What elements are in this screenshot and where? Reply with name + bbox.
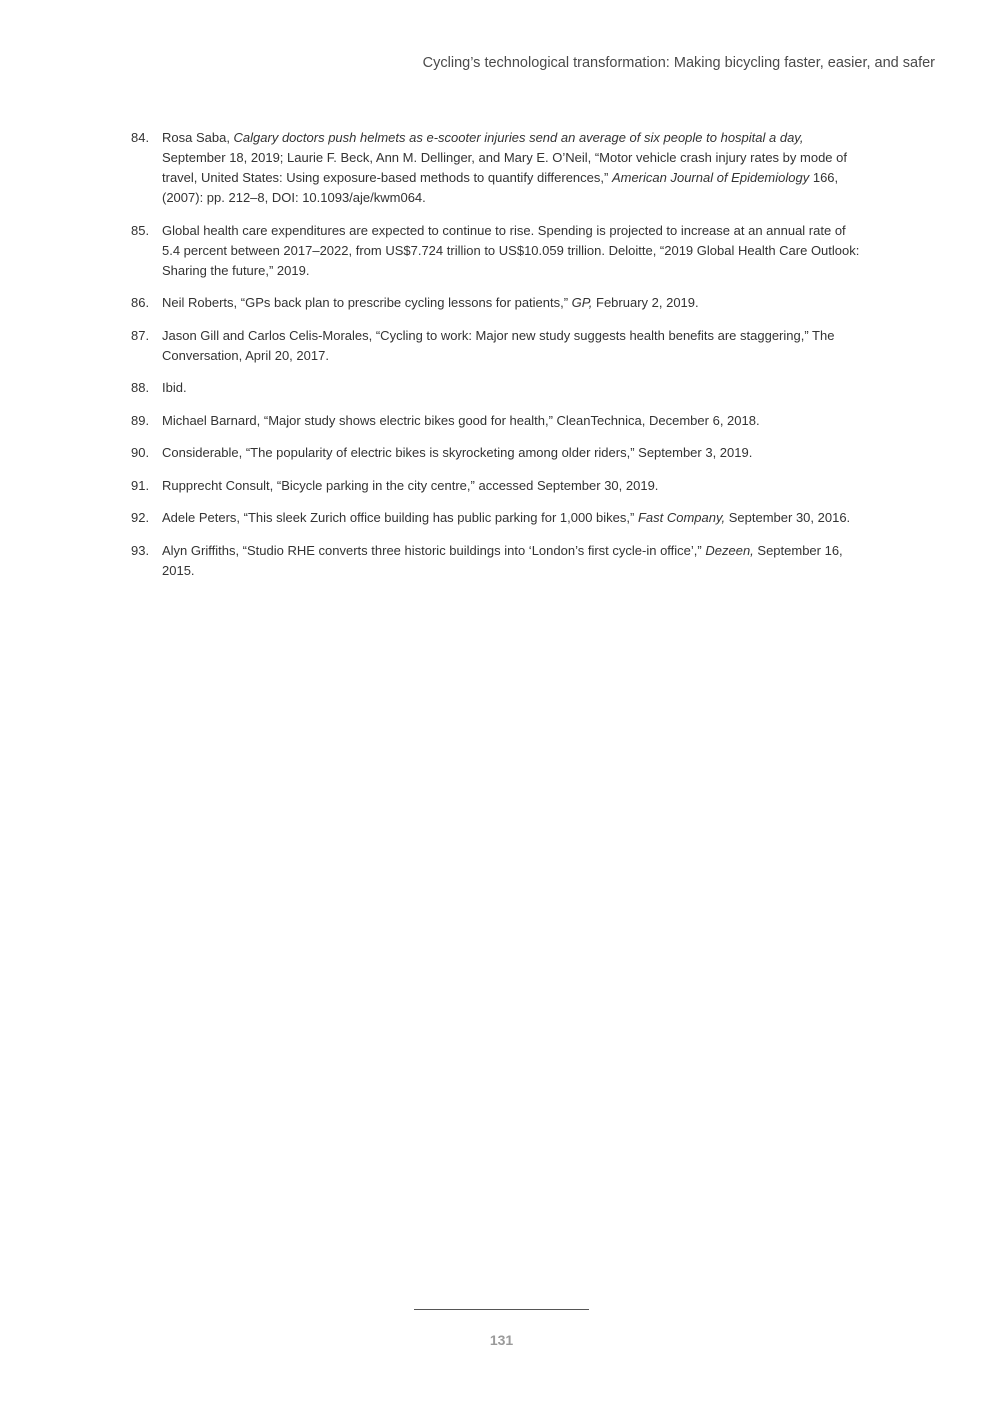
endnote-text xyxy=(162,293,861,313)
endnote xyxy=(131,476,861,496)
endnote-number: 89. xyxy=(131,412,150,428)
endnote-number: 85. xyxy=(131,222,150,238)
endnote-text xyxy=(162,476,861,496)
endnote-text xyxy=(162,221,861,281)
endnote-number: 90. xyxy=(131,445,150,460)
endnote-text-run: Adele Peters, “This sleek Zurich office building has public parking for 1,000 bikes,” xyxy=(162,510,638,525)
endnote-text-run: February 2, 2019. xyxy=(592,295,699,310)
endnote-text xyxy=(162,508,861,528)
endnote-text xyxy=(162,411,861,431)
endnote-text-run: September 18, 2019; Laurie F. Beck, Ann M. Dellinger, and Mary E. O’Neil, “Motor vehicle crash injury rates by mode of travel, United States: Using exposure-based methods to quantify differences,” xyxy=(162,150,847,185)
endnote-text-run: Ibid. xyxy=(162,380,187,395)
endnote-text xyxy=(162,128,861,208)
endnote-italic-run: Fast Company, xyxy=(637,510,726,525)
endnote-text xyxy=(162,541,861,581)
endnotes-list xyxy=(131,128,861,593)
endnote-number: 91. xyxy=(131,477,150,493)
endnote-text xyxy=(162,326,861,366)
endnote-number: 93. xyxy=(131,542,150,558)
endnote xyxy=(131,508,861,528)
running-header: Cycling’s technological transformation: Making bicycling faster, easier, and safer xyxy=(422,55,935,71)
endnote xyxy=(131,378,861,398)
endnote xyxy=(131,293,861,313)
endnote-text-run: Considerable, “The popularity of electric bikes is skyrocketing among older riders,” September 3, 2019. xyxy=(162,445,753,460)
endnote-italic-run: Dezeen, xyxy=(705,542,754,558)
endnote xyxy=(131,541,861,581)
endnote xyxy=(131,411,861,431)
endnote-text-run: Global health care expenditures are expected to continue to rise. Spending is projected to increase at an annual rate of 5.4 percent between 2017–2022, from US$7.724 trillion to US$10.059 trillion. Deloitte, “2019 Global Health Care Outlook: Sharing the future,” 2019. xyxy=(162,222,860,278)
endnote xyxy=(131,128,861,208)
page-number: 131 xyxy=(489,1332,514,1348)
endnote-italic-run: American Journal of Epidemiology xyxy=(611,170,810,185)
endnote-number: 86. xyxy=(131,295,150,310)
endnote-number: 84. xyxy=(131,130,150,145)
footer-divider xyxy=(414,1309,589,1310)
endnote-text-run: Alyn Griffiths, “Studio RHE converts three historic buildings into ‘London’s first cycle-in office’,” xyxy=(162,542,706,558)
endnote-text-run: September 30, 2016. xyxy=(725,510,851,525)
endnote-text-run: Michael Barnard, “Major study shows electric bikes good for health,” CleanTechnica, December 6, 2018. xyxy=(162,412,760,428)
endnote-text-run: Rupprecht Consult, “Bicycle parking in the city centre,” accessed September 30, 2019. xyxy=(162,477,659,493)
endnote-text-run: September 16, 2015. xyxy=(162,542,843,578)
endnote-text xyxy=(162,443,861,463)
endnote-number: 92. xyxy=(131,510,150,525)
endnote-number: 88. xyxy=(131,380,150,395)
endnote-italic-run: GP, xyxy=(571,295,593,310)
endnote xyxy=(131,221,861,281)
endnote-italic-run: Calgary doctors push helmets as e-scooter injuries send an average of six people to hospital a day, xyxy=(233,130,804,145)
endnote xyxy=(131,443,861,463)
endnote-number: 87. xyxy=(131,327,150,343)
endnote xyxy=(131,326,861,366)
endnote-text xyxy=(162,378,861,398)
endnote-text-run: Neil Roberts, “GPs back plan to prescribe cycling lessons for patients,” xyxy=(162,295,572,310)
endnote-text-run: Jason Gill and Carlos Celis-Morales, “Cycling to work: Major new study suggests health benefits are staggering,” The Conversation, April 20, 2017. xyxy=(162,327,835,363)
endnote-text-run: Rosa Saba, xyxy=(162,130,234,145)
endnote-text-run: 166, (2007): pp. 212–8, DOI: 10.1093/aje/kwm064. xyxy=(162,170,839,205)
